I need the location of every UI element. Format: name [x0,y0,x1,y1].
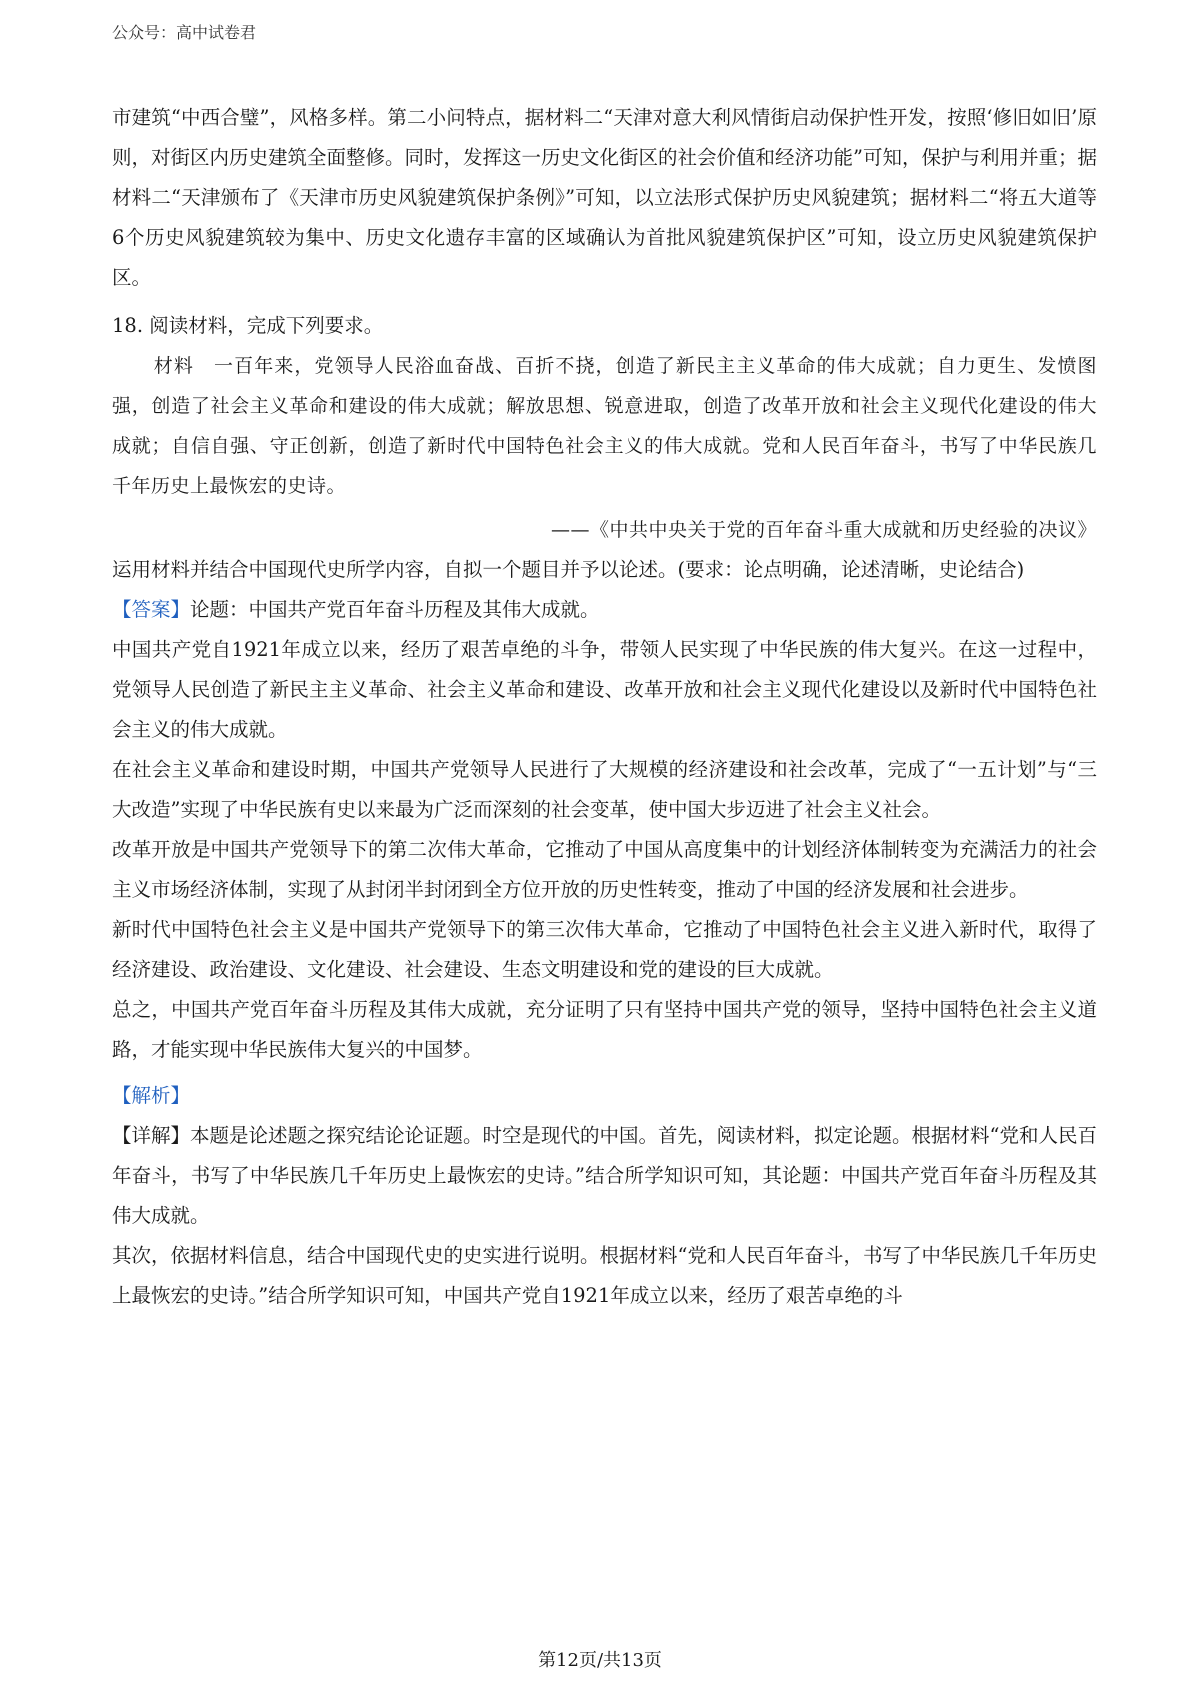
document-body [112,98,1097,1316]
intro-paragraph: 市建筑“中西合璧”，风格多样。第二小问特点，据材料二“天津对意大利风情街启动保护性开发，按照‘修旧如旧’原则，对街区内历史建筑全面整修。同时，发挥这一历史文化街区的社会价值和经济功能”可知，保护与利用并重；据材料二“天津颁布了《天津市历史风貌建筑保护条例》”可知，以立法形式保护历史风貌建筑；据材料二“将五大道等6个历史风貌建筑较为集中、历史文化遗存丰富的区域确认为首批风貌建筑保护区”可知，设立历史风貌建筑保护区。 [112,106,1097,289]
answer-thesis-line [112,590,1097,630]
analysis-paragraph-2: 其次，依据材料信息，结合中国现代史的史实进行说明。根据材料“党和人民百年奋斗，书写了中华民族几千年历史上最恢宏的史诗。”结合所学知识可知，中国共产党自1921年成立以来，经历了艰苦卓绝的斗 [112,1244,1097,1307]
analysis-tag: 【解析】 [112,1084,191,1107]
analysis-heading [112,1076,1097,1116]
detail-text: 本题是论述题之探究结论论证题。时空是现代的中国。首先，阅读材料，拟定论题。根据材料“党和人民百年奋斗，书写了中华民族几千年历史上最恢宏的史诗。”结合所学知识可知，其论题：中国共产党百年奋斗历程及其伟大成就。 [112,1124,1097,1227]
answer-thesis: 论题：中国共产党百年奋斗历程及其伟大成就。 [190,598,600,621]
answer-tag: 【答案】 [112,598,191,621]
answer-paragraph-2: 在社会主义革命和建设时期，中国共产党领导人民进行了大规模的经济建设和社会改革，完成了“一五计划”与“三大改造”实现了中华民族有史以来最为广泛而深刻的社会变革，使中国大步迈进了社会主义社会。 [112,758,1097,821]
answer-paragraph-3: 改革开放是中国共产党领导下的第二次伟大革命，它推动了中国从高度集中的计划经济体制转变为充满活力的社会主义市场经济体制，实现了从封闭半封闭到全方位开放的历史性转变，推动了中国的经济发展和社会进步。 [112,838,1097,901]
answer-paragraph-1: 中国共产党自1921年成立以来，经历了艰苦卓绝的斗争，带领人民实现了中华民族的伟大复兴。在这一过程中，党领导人民创造了新民主主义革命、社会主义革命和建设、改革开放和社会主义现代化建设以及新时代中国特色社会主义的伟大成就。 [112,638,1097,741]
detail-tag: 【详解】 [112,1124,191,1147]
page-header: 公众号：高中试卷君 [112,23,257,42]
question-title: 18. 阅读材料，完成下列要求。 [112,314,384,337]
page-number: 第12页/共13页 [538,1650,662,1671]
material-source: ——《中共中央关于党的百年奋斗重大成就和历史经验的决议》 [550,519,1097,541]
question-prompt: 运用材料并结合中国现代史所学内容，自拟一个题目并予以论述。(要求：论点明确，论述清晰，史论结合) [112,558,1025,581]
answer-paragraph-4: 新时代中国特色社会主义是中国共产党领导下的第三次伟大革命，它推动了中国特色社会主义进入新时代，取得了经济建设、政治建设、文化建设、社会建设、生态文明建设和党的建设的巨大成就。 [112,918,1097,981]
answer-paragraph-5: 总之，中国共产党百年奋斗历程及其伟大成就，充分证明了只有坚持中国共产党的领导，坚持中国特色社会主义道路，才能实现中华民族伟大复兴的中国梦。 [112,998,1097,1061]
question-material: 材料 一百年来，党领导人民浴血奋战、百折不挠，创造了新民主主义革命的伟大成就；自力更生、发愤图强，创造了社会主义革命和建设的伟大成就；解放思想、锐意进取，创造了改革开放和社会主义现代化建设的伟大成就；自信自强、守正创新，创造了新时代中国特色社会主义的伟大成就。党和人民百年奋斗，书写了中华民族几千年历史上最恢宏的史诗。 [112,355,1097,497]
analysis-detail [112,1116,1097,1236]
